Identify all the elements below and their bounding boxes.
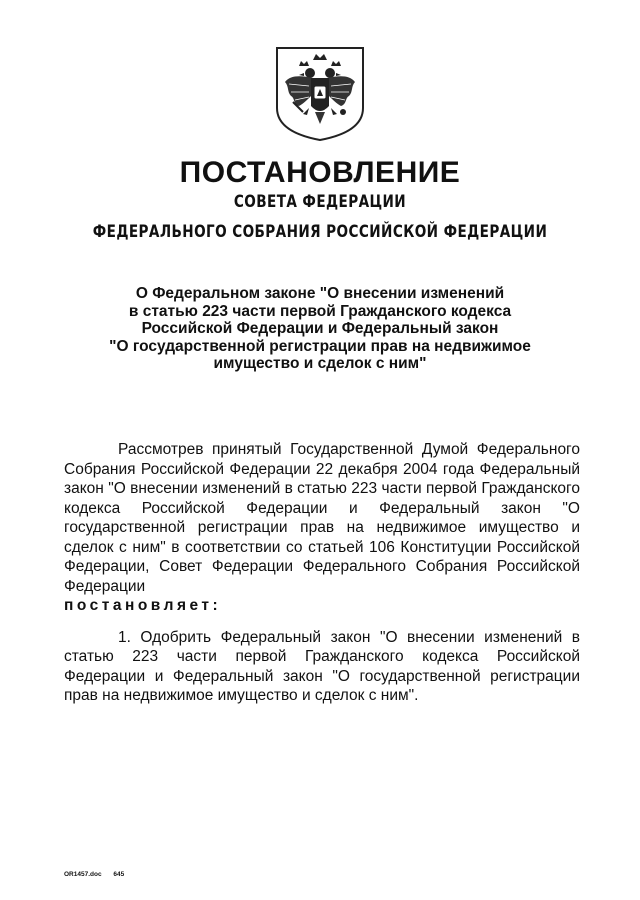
heading-line: "О государственной регистрации прав на недвижимое (109, 337, 531, 355)
footer-filename: OR1457.doc (64, 871, 102, 878)
resolution-heading (90, 285, 550, 373)
issuer-line-2: ФЕДЕРАЛЬНОГО СОБРАНИЯ РОССИЙСКОЙ ФЕДЕРАЦИИ (92, 222, 548, 242)
resolves-label: постановляет: (64, 597, 222, 614)
russian-coat-of-arms-icon (273, 46, 367, 142)
preamble-paragraph: Рассмотрев принятый Государственной Думой Федерального Собрания Российской Федерации 22 декабря 2004 года Федеральный закон "О внесении изменений в статью 223 части первой Гражданского кодекса Российской Федерации и Федеральный закон "О государственной регистрации прав на недвижимое имущество и сделок с ним" в соответствии со статьей 106 Конституции Российской Федерации, Совет Федерации Федерального Собрания Российской Федерации (64, 441, 580, 595)
heading-line: О Федеральном законе "О внесении изменений (135, 285, 505, 302)
heading-line: в статью 223 части первой Гражданского кодекса (128, 302, 512, 320)
document-body (64, 440, 580, 706)
document-footer (64, 871, 134, 878)
document-title: ПОСТАНОВЛЕНИЕ (179, 156, 461, 189)
point-1: 1. Одобрить Федеральный закон "О внесении изменений в статью 223 части первой Гражданского кодекса Российской Федерации и Федеральный закон "О государственной регистрации прав на недвижимое имущество и сделок с ним". (64, 628, 580, 704)
heading-line: имущество и сделок с ним" (213, 355, 427, 372)
footer-number: 645 (113, 871, 125, 878)
heading-line: Российской Федерации и Федеральный закон (141, 320, 499, 337)
issuer-line-1: СОВЕТА ФЕДЕРАЦИИ (233, 192, 407, 212)
